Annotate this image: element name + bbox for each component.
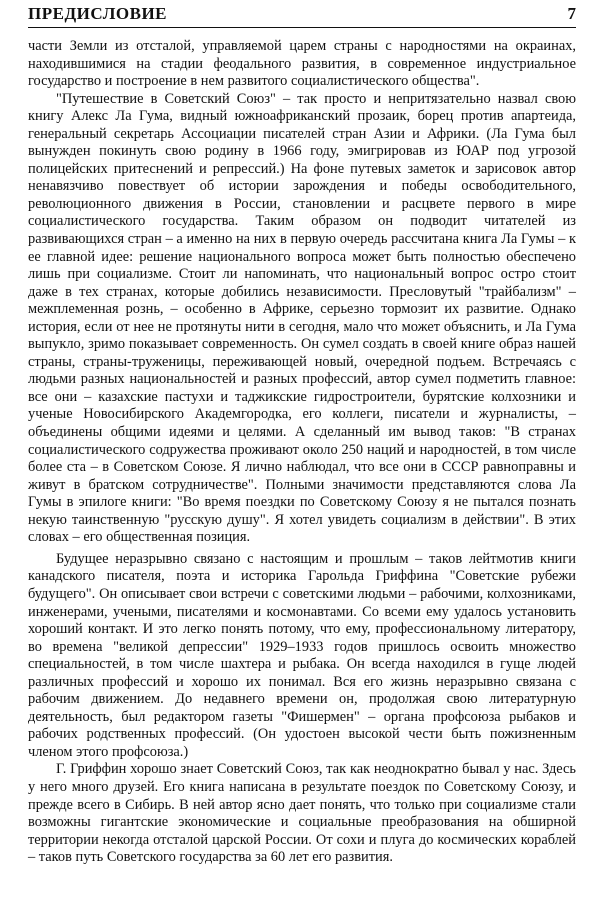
paragraph-continuation: части Земли из отсталой, управляемой царем страны с народностями на окраинах, находившимися на стадии феодального развития, в современное индустриальное государство и построение в нем развитого социалистического общества". <box>28 38 576 90</box>
paragraph-griffin-intro: Будущее неразрывно связано с настоящим и прошлым – таков лейтмотив книги канадского писателя, поэта и историка Гарольда Гриффина "Советские рубежи будущего". Он описывает свои встречи с советскими людьми – рабочими, колхозниками, инженерами, учеными, писателями и космонавтами. Со всеми ему удалось установить хороший контакт. И это легко понять потому, что ему, профессиональному литератору, во времена "великой депрессии" 1929–1933 годов пришлось освоить множество специальностей, в том числе шахтера и рыбака. Он всегда находился в гуще людей различных профессий и хорошо их понимал. Вся его жизнь неразрывно связана с рабочим движением. До недавнего времени он, продолжая свою литературную деятельность, был редактором газеты "Фишермен" – органа профсоюза рыбаков и рабочих родственных профессий. (Он удостоен высокой чести быть пожизненным членом этого профсоюза.) <box>28 550 576 760</box>
page-number: 7 <box>567 4 576 23</box>
body-text <box>28 38 576 867</box>
paragraph-griffin-travels: Г. Гриффин хорошо знает Советский Союз, так как неоднократно бывал у нас. Здесь у него много друзей. Его книга написана в результате поездок по Советскому Союзу, и прежде всего в Сибирь. В ней автор ясно дает понять, что только при социализме стали возможны гигантские экономические и социальные преобразования на обширной территории некогда отсталой царской России. От сохи и плуга до космических кораблей – таков путь Советского государства за 60 лет его развития. <box>28 761 576 866</box>
running-title: ПРЕДИСЛОВИЕ <box>28 4 168 23</box>
paragraph-la-guma: "Путешествие в Советский Союз" – так просто и непритязательно назвал свою книгу Алекс Ла Гума, видный южноафриканский прозаик, борец против апартеида, генеральный секретарь Ассоциации писателей стран Азии и Африки. (Ла Гума был вынужден покинуть свою родину в 1966 году, эмигрировав из ЮАР под угрозой полицейских притеснений и репрессий.) На фоне путевых заметок и зарисовок автор ненавязчиво повествует об истории зарождения и победы освободительного, революционного движения в России, становлении и расцвете первого в мире социалистического государства. Таким образом он подводит читателей из развивающихся стран – а именно на них в первую очередь рассчитана книга Ла Гумы – к ее главной идее: решение национального вопроса может быть полностью обеспечено лишь при социализме. Стоит ли напоминать, что национальный вопрос остро стоит даже в тех странах, которые добились независимости. Пресловутый "трайбализм" – межплеменная рознь, – особенно в Африке, серьезно тормозит их развитие. Однако история, если от нее не протянуты нити в сегодня, мало что может объяснить, и Ла Гума выпукло, зримо показывает современность. Он сумел создать в своей книге образ нашей страны, страны-труженицы, переживающей новый, очередной подъем. Встречаясь с людьми разных национальностей и разных профессий, автор сумел подметить главное: все они – казахские пастухи и таджикские гидростроители, бурятские колхозники и ученые Новосибирского Академгородка, его коллеги, писатели и журналисты, – объединены общими идеями и целями. А сделанный им вывод таков: "В странах социалистического содружества проживают около 250 наций и народностей, в том числе более ста – в Советском Союзе. Я лично наблюдал, что все они в СССР равноправны и живут в братском сотрудничестве". Полными значимости представляются слова Ла Гумы в эпилоге книги: "Во время поездки по Советскому Союзу я не пытался познать некую таинственную "русскую душу". Я хотел увидеть социализм в действии". В этих словах – его общественная позиция. <box>28 90 576 546</box>
running-head <box>28 4 576 28</box>
